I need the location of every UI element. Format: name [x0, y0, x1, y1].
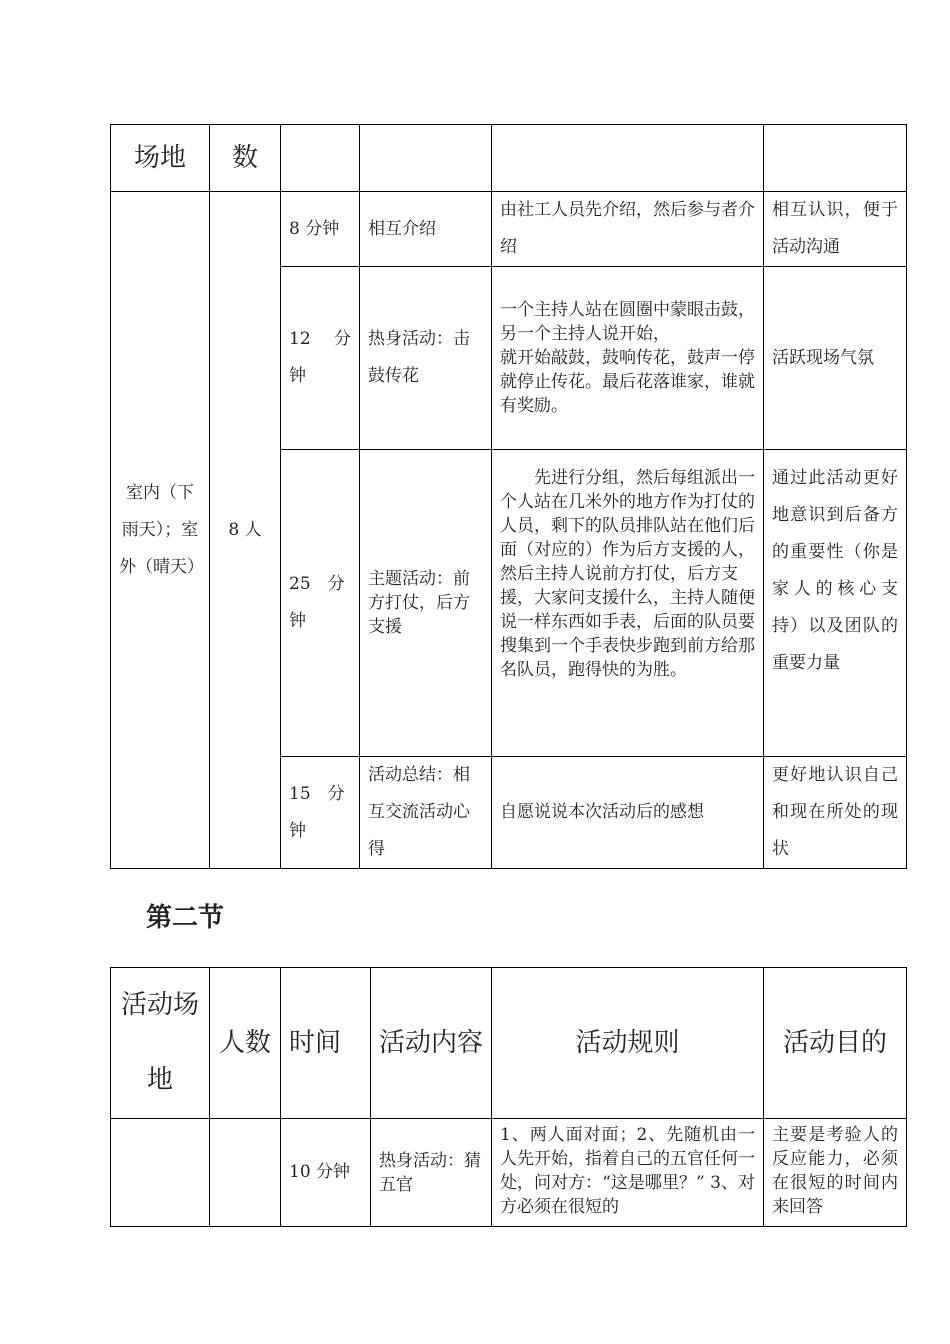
time-cell: 15 分钟: [281, 757, 360, 869]
section-title: 第二节: [146, 903, 225, 933]
content-cell: 热身活动：猜五官: [371, 1119, 492, 1227]
venue-cell: 室内（下雨天）；室外（晴天）: [111, 192, 210, 869]
content-cell: 相互介绍: [360, 192, 492, 267]
rule-cell: 由社工人员先介绍，然后参与者介绍: [492, 192, 764, 267]
header-time: 时间: [281, 968, 371, 1119]
people-cell: [210, 1119, 281, 1227]
purpose-cell: 通过此活动更好地意识到后备方的重要性（你是家人的核心支持）以及团队的重要力量: [764, 450, 907, 757]
content-cell: 热身活动：击鼓传花: [360, 267, 492, 450]
people-cell: 8 人: [210, 192, 281, 869]
venue-cell: [111, 1119, 210, 1227]
header-purpose: 活动目的: [764, 968, 907, 1119]
purpose-cell: 更好地认识自己和现在所处的现状: [764, 757, 907, 869]
time-cell: 10 分钟: [281, 1119, 371, 1227]
rule-cell: 自愿说说本次活动后的感想: [492, 757, 764, 869]
header-rule: 活动规则: [492, 968, 764, 1119]
table-row: [111, 192, 907, 267]
header-people: 人数: [210, 968, 281, 1119]
header-empty-cell: [764, 125, 907, 192]
table-header-row: [111, 125, 907, 192]
content-cell: 主题活动：前方打仗，后方支援: [360, 450, 492, 757]
table-header-row: [111, 968, 907, 1119]
header-venue: 活动场地: [111, 968, 210, 1119]
time-cell: 8 分钟: [281, 192, 360, 267]
header-venue: 场地: [111, 125, 210, 192]
purpose-cell: 活跃现场气氛: [764, 267, 907, 450]
table-row: [111, 1119, 907, 1227]
activity-table-2: [110, 967, 907, 1227]
header-empty-cell: [281, 125, 360, 192]
header-people: 数: [210, 125, 281, 192]
rule-cell: 先进行分组，然后每组派出一个人站在几米外的地方作为打仗的人员，剩下的队员排队站在他们后面（对应的）作为后方支援的人，然后主持人说前方打仗，后方支援，大家问支援什么，主持人随便说一样东西如手表，后面的队员要搜集到一个手表快步跑到前方给那名队员，跑得快的为胜。: [492, 450, 764, 757]
header-content: 活动内容: [371, 968, 492, 1119]
purpose-cell: 相互认识，便于活动沟通: [764, 192, 907, 267]
time-cell: 12 分钟: [281, 267, 360, 450]
header-empty-cell: [492, 125, 764, 192]
activity-table-1: [110, 124, 907, 869]
header-empty-cell: [360, 125, 492, 192]
time-cell: 25 分钟: [281, 450, 360, 757]
purpose-cell: 主要是考验人的反应能力，必须在很短的时间内来回答: [764, 1119, 907, 1227]
content-cell: 活动总结：相互交流活动心得: [360, 757, 492, 869]
rule-cell: 1、两人面对面；2、先随机由一人先开始，指着自己的五官任何一处，问对方：“这是哪里？” 3、对方必须在很短的: [492, 1119, 764, 1227]
rule-cell: 一个主持人站在圆圈中蒙眼击鼓，另一个主持人说开始， 就开始敲鼓，鼓响传花，鼓声一停就停止传花。最后花落谁家，谁就有奖励。: [492, 267, 764, 450]
